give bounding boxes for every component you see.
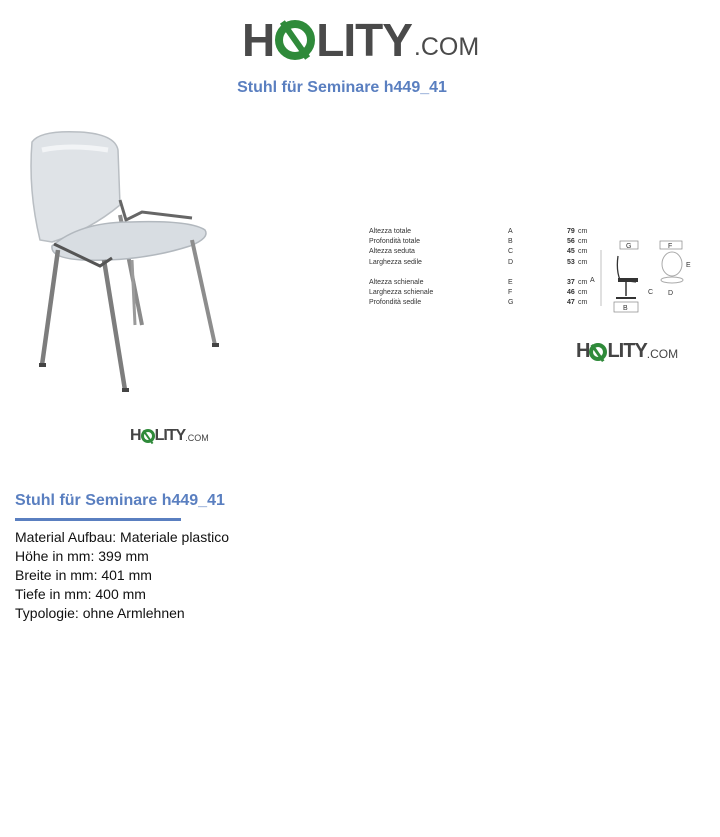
spec-row — [369, 248, 599, 258]
logo-letter-h: H — [130, 427, 141, 444]
logo-word: LITY — [154, 427, 186, 444]
logo-word: LITY — [316, 14, 412, 66]
logo-letter-h: H — [576, 340, 590, 362]
chair-foot-1 — [39, 363, 46, 367]
spec-letter: F — [508, 288, 513, 296]
spec-label: Profondità sedile — [369, 299, 422, 307]
holity-logo-small — [130, 427, 209, 445]
diagram-label-g: G — [626, 243, 632, 250]
spec-value: 47 — [567, 299, 575, 307]
spec-unit: cm — [578, 258, 588, 266]
spec-value: 53 — [567, 258, 575, 266]
logo-domain: .COM — [185, 433, 209, 443]
chair-back-leg-inner — [132, 260, 135, 325]
section-title: Stuhl für Seminare h449_41 — [15, 492, 225, 509]
diagram-chair-seat — [618, 278, 638, 282]
property-line: Typologie: ohne Armlehnen — [15, 605, 185, 621]
spec-row — [369, 299, 599, 309]
spec-label: Larghezza schienale — [369, 288, 434, 296]
spec-row — [369, 238, 599, 248]
spec-unit: cm — [578, 248, 588, 256]
section-divider — [15, 518, 181, 521]
spec-label: Altezza schienale — [369, 278, 424, 286]
spec-row — [369, 289, 599, 299]
spec-label: Profondità totale — [369, 238, 420, 246]
logo-o-mark-icon — [141, 429, 155, 443]
spec-unit: cm — [578, 228, 588, 235]
diagram-front-back — [662, 252, 682, 276]
dimension-diagram — [590, 238, 712, 316]
chair-foot-2 — [122, 388, 129, 392]
product-properties — [15, 528, 229, 623]
spec-letter: D — [508, 258, 514, 266]
spec-letter: E — [508, 278, 513, 286]
spec-letter: C — [508, 248, 514, 256]
spec-value: 56 — [567, 238, 575, 246]
chair-front-leg-right — [104, 260, 125, 390]
spec-label: Altezza totale — [369, 228, 412, 235]
spec-letter: G — [508, 299, 514, 307]
logo-o-mark-icon — [275, 20, 315, 60]
property-line: Material Aufbau: Materiale plastico — [15, 529, 229, 545]
spec-unit: cm — [578, 288, 588, 296]
diagram-label-a: A — [590, 277, 595, 284]
spec-letter: B — [508, 238, 513, 246]
diagram-label-b: B — [623, 305, 628, 312]
logo-domain: .COM — [413, 32, 480, 61]
holity-logo[interactable] — [242, 12, 479, 68]
spec-label: Larghezza sedile — [369, 258, 422, 266]
spec-value: 45 — [567, 248, 575, 256]
chair-foot-3 — [212, 343, 219, 347]
spec-row — [369, 259, 599, 269]
chair-back-leg-far — [192, 240, 215, 345]
logo-domain: .COM — [646, 347, 679, 361]
spec-row — [369, 279, 599, 289]
diagram-label-f: F — [668, 243, 673, 250]
logo-o-mark-icon — [589, 343, 607, 361]
spec-unit: cm — [578, 278, 588, 286]
diagram-label-e: E — [686, 262, 691, 269]
chair-product-image — [20, 120, 220, 395]
diagram-front-seat — [661, 277, 683, 283]
chair-front-leg-left — [42, 250, 58, 365]
spec-unit: cm — [578, 238, 588, 246]
chair-frame-side — [120, 200, 192, 220]
spec-letter: A — [508, 228, 513, 235]
logo-word: LITY — [607, 340, 647, 362]
spec-unit: cm — [578, 299, 588, 307]
property-line: Breite in mm: 401 mm — [15, 567, 152, 583]
page-title: Stuhl für Seminare h449_41 — [237, 79, 447, 96]
holity-logo-diagram — [576, 340, 678, 363]
diagram-label-d: D — [668, 290, 674, 297]
spec-label: Altezza seduta — [369, 248, 415, 256]
spec-value: 79 — [567, 228, 575, 235]
spec-spacer — [369, 269, 599, 279]
spec-value: 37 — [567, 278, 575, 286]
spec-row — [369, 228, 599, 238]
property-line: Tiefe in mm: 400 mm — [15, 586, 146, 602]
diagram-label-c: C — [648, 289, 654, 296]
property-line: Höhe in mm: 399 mm — [15, 548, 149, 564]
dimension-spec-table — [369, 228, 599, 309]
spec-value: 46 — [567, 288, 575, 296]
logo-letter-h: H — [242, 14, 275, 66]
